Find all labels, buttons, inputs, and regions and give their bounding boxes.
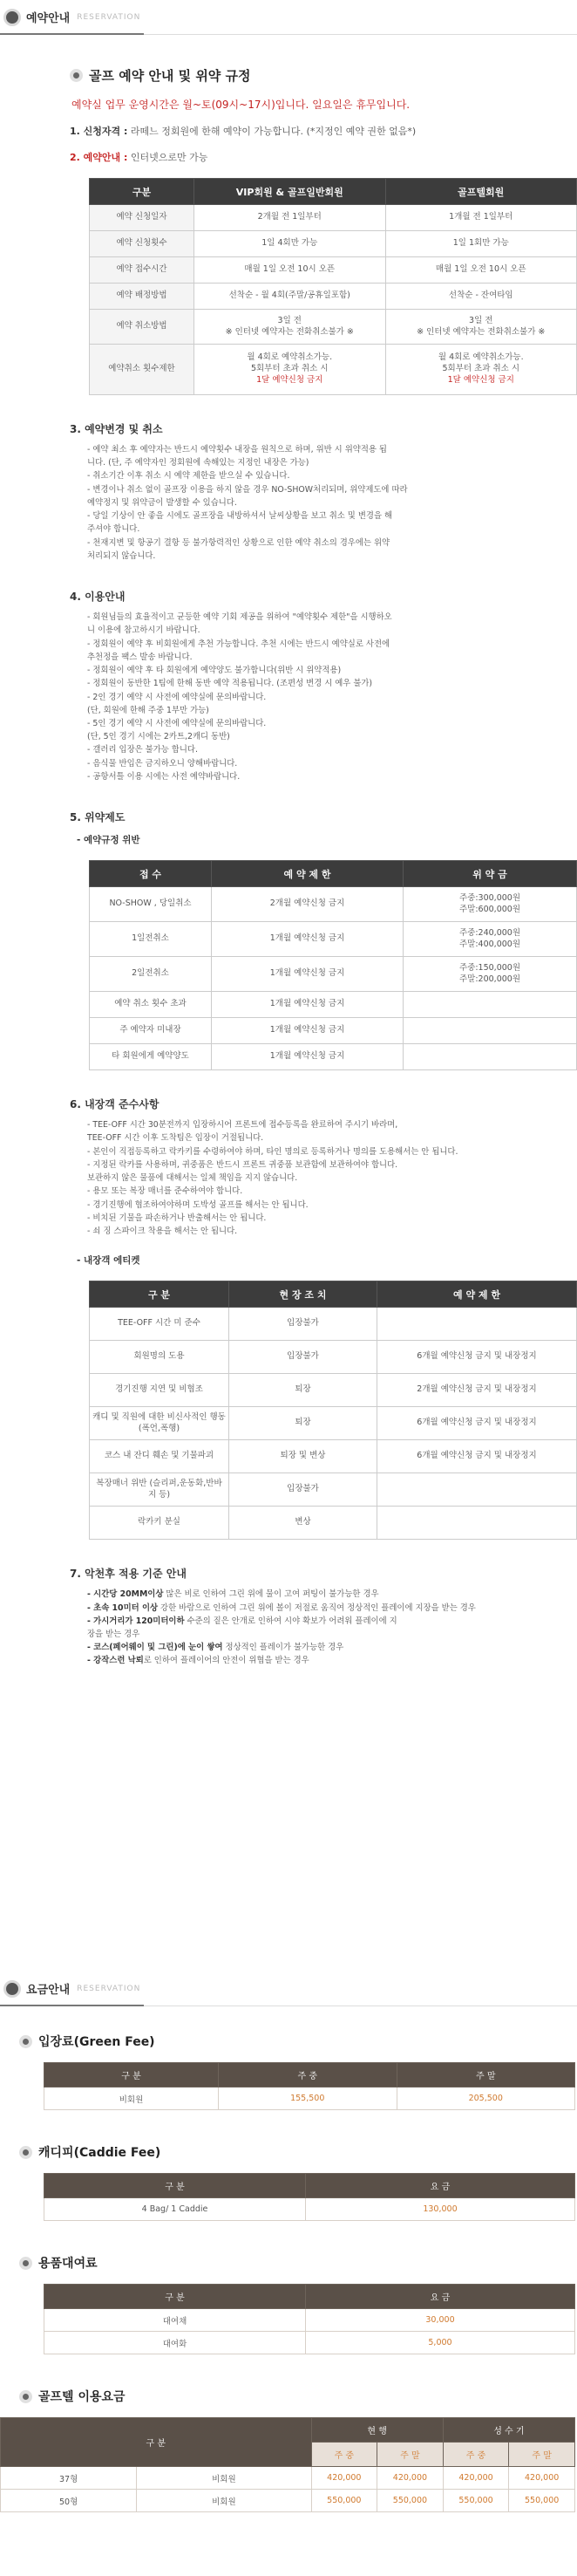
list-item: - 지정된 락카를 사용하며, 귀중품은 반드시 프론트 귀중품 보관함에 보관하여야 합니다. bbox=[87, 1159, 398, 1170]
list-item: - 비치된 기물을 파손하거나 반출해서는 안 됩니다. bbox=[87, 1213, 267, 1223]
list-item: - 정회원이 예약 후 타 회원에게 예약양도 불가합니다(위반 시 위약적용) bbox=[87, 666, 342, 676]
rental-fee-table: 구 분 요 금 대여채 30,000 대여화 5,000 bbox=[44, 2284, 575, 2354]
section-bullet-icon bbox=[3, 1980, 21, 1998]
list-item: - 회원님들의 효율적이고 균등한 예약 기회 제공을 위하여 "예약횟수 제한"을 시행하오 bbox=[87, 612, 392, 623]
table-row: 복장매너 위반 (슬리퍼,운동화,반바지 등) 입장불가 bbox=[90, 1473, 577, 1507]
table-row: 2일전취소 1개월 예약신청 금지 주중:150,000원 주말:200,000원 bbox=[90, 957, 577, 992]
table-row: 예약 취소방법 3일 전 ※ 인터넷 예약자는 전화취소불가 ※ 3일 전 ※ 인터넷 예약자는 전화취소불가 ※ bbox=[90, 310, 577, 345]
list-item: 주셔야 합니다. bbox=[87, 524, 140, 535]
list-item: - 코스(페어웨이 및 그린)에 눈이 쌓여 정상적인 플레이가 불가능한 경우 bbox=[87, 1643, 344, 1653]
page-title: 골프 예약 안내 및 위약 규정 bbox=[89, 68, 251, 84]
heading-bullet-icon bbox=[19, 2146, 32, 2159]
section-subtitle: RESERVATION bbox=[77, 12, 141, 22]
green-fee-table: 구 분 주 중 주 말 비회원 155,500 205,500 bbox=[44, 2062, 575, 2110]
office-hours-notice: 예약실 업무 운영시간은 월~토(09시~17시)입니다. 일요일은 휴무입니다. bbox=[71, 99, 411, 111]
etiquette-table bbox=[89, 1281, 577, 1540]
list-item: - 공항서틀 이용 시에는 사전 예약바랍니다. bbox=[87, 771, 241, 782]
table-row: 예약 신청횟수 1일 4회만 가능 1일 1회만 가능 bbox=[90, 231, 577, 257]
section-3-list bbox=[87, 443, 551, 563]
list-item: - 당일 기상이 안 좋을 시에도 골프장을 내방하셔서 날씨상황을 보고 취소 및 변경을 해 bbox=[87, 511, 393, 522]
section-subtitle: RESERVATION bbox=[77, 1984, 141, 1993]
list-item: 니 이용에 참고하시기 바랍니다. bbox=[87, 625, 200, 636]
reservation-content bbox=[0, 66, 577, 1668]
list-item: - 갤러리 입장은 불가능 합니다. bbox=[87, 745, 198, 755]
table-row: 예약 신청일자 2개월 전 1일부터 1개월 전 1일부터 bbox=[90, 205, 577, 231]
heading-bullet-icon bbox=[70, 69, 83, 82]
table-header: 위 약 금 bbox=[404, 861, 577, 887]
list-item: - 용모 또는 복장 매너를 준수하여야 합니다. bbox=[87, 1186, 243, 1197]
table-header: 현 장 조 치 bbox=[229, 1281, 377, 1308]
table-row: 대여채 30,000 bbox=[44, 2309, 575, 2332]
heading-bullet-icon bbox=[19, 2035, 32, 2048]
reservation-info: 2. 예약안내 : 인터넷으로만 가능 bbox=[70, 152, 208, 163]
list-item: - 정회원이 동반한 1팀에 한해 동반 예약 적용됩니다. (조편성 변경 시 예우 불가) bbox=[87, 679, 373, 689]
list-item: - 음식물 반입은 금지하오니 양해바랍니다. bbox=[87, 758, 238, 769]
caddie-fee-heading: 캐디피(Caddie Fee) bbox=[0, 2143, 577, 2161]
list-item: - 강작스런 낙뢰로 인하여 플레이어의 안전이 위협을 받는 경우 bbox=[87, 1656, 309, 1666]
list-item: 니다. (단, 주 예약자인 정회원에 속해있는 지정인 내장은 가능) bbox=[87, 458, 309, 468]
table-header: VIP회원 & 골프일반회원 bbox=[194, 179, 386, 205]
section-7-list bbox=[87, 1588, 551, 1667]
section-7-title: 7. 악천후 적용 기준 안내 bbox=[70, 1568, 187, 1581]
list-item: - TEE-OFF 시간 30분전까지 입장하시어 프론트에 접수등록을 완료하여 주시기 바라며, bbox=[87, 1120, 398, 1131]
list-item: - 취소기간 이후 취소 시 예약 제한을 받으실 수 있습니다. bbox=[87, 471, 290, 482]
list-item: - 가시거리가 120미터이하 수준의 짙은 안개로 인하여 시야 확보가 어려워 플레이에 지 bbox=[87, 1616, 397, 1626]
table-row: TEE-OFF 시간 미 준수 입장불가 bbox=[90, 1308, 577, 1341]
golftel-fee-table: 구 분 현 행 성 수 기 주 중 주 말 주 중 주 말 37형 비회원 420,000 420,000 420,000 420,000 50형 비회원 550,000 550,000 550,000 550,000 bbox=[0, 2417, 575, 2512]
list-item: - 시간당 20MM이상 많은 비로 인하여 그린 위에 물이 고여 퍼팅이 불가능한 경우 bbox=[87, 1589, 379, 1600]
rules-heading bbox=[70, 66, 551, 85]
section-3-title: 3. 예약변경 및 취소 bbox=[70, 423, 163, 435]
list-item: (단, 5인 경기 시에는 2카트,2캐디 동반) bbox=[87, 732, 230, 742]
list-item: - 쇠 징 스파이크 착용을 해서는 안 됩니다. bbox=[87, 1227, 238, 1237]
table-row: 캐디 및 직원에 대한 비신사적인 행동(폭언,폭행) 퇴장 6개월 예약신청 금지 및 내장정지 bbox=[90, 1407, 577, 1440]
table-header: 구분 bbox=[90, 179, 194, 205]
table-row: 예약취소 횟수제한 월 4회로 예약취소가능. 5회부터 초과 취소 시 1달 예약신청 금지 월 4회로 예약취소가능. 5회부터 초과 취소 시 1달 예약신청 금지 bbox=[90, 345, 577, 395]
heading-bullet-icon bbox=[19, 2257, 32, 2270]
table-row: 코스 내 잔디 훼손 및 기물파괴 퇴장 및 변상 6개월 예약신청 금지 및 내장정지 bbox=[90, 1440, 577, 1473]
list-item: - 2인 경기 예약 시 사전에 예약실에 문의바랍니다. bbox=[87, 692, 267, 702]
table-header: 접 수 bbox=[90, 861, 212, 887]
list-item: 추천정을 팩스 발송 바랍니다. bbox=[87, 652, 193, 662]
table-row: 주 예약자 미내장 1개월 예약신청 금지 bbox=[90, 1018, 577, 1044]
list-item: 장을 받는 경우 bbox=[87, 1629, 140, 1639]
list-item: - 천재지변 및 항공기 결항 등 불가항력적인 상황으로 인한 예약 취소의 경우에는 위약 bbox=[87, 537, 390, 548]
table-header: 예 약 제 한 bbox=[212, 861, 404, 887]
list-item: 예약정지 및 위약금이 발생할 수 있습니다. bbox=[87, 497, 237, 508]
table-row: 대여화 5,000 bbox=[44, 2332, 575, 2354]
table-row: 예약 배정방법 선착순 - 월 4회(주말/공휴일포함) 선착순 - 잔여타임 bbox=[90, 284, 577, 310]
table-row: 경기진행 지연 및 비협조 퇴장 2개월 예약신청 금지 및 내장정지 bbox=[90, 1374, 577, 1407]
section-4-title: 4. 이용안내 bbox=[70, 591, 126, 604]
section-header-fees bbox=[0, 1971, 577, 2006]
list-item: 처리되지 않습니다. bbox=[87, 550, 156, 561]
section-6-title: 6. 내장객 준수사항 bbox=[70, 1098, 160, 1111]
eligibility: 1. 신청자격 : 라떼느 정회원에 한해 예약이 가능합니다. (*지정인 예약 권한 없음*) bbox=[70, 126, 417, 137]
table-row: 락카키 분실 변상 bbox=[90, 1507, 577, 1540]
heading-bullet-icon bbox=[19, 2390, 32, 2403]
table-row: 예약 접수시간 매월 1일 오전 10시 오픈 매월 1일 오전 10시 오픈 bbox=[90, 257, 577, 284]
section-5-title: 5. 위약제도 bbox=[70, 811, 126, 824]
list-item: - 5인 경기 예약 시 사전에 예약실에 문의바랍니다. bbox=[87, 718, 267, 728]
green-fee-heading: 입장료(Green Fee) bbox=[0, 2033, 577, 2050]
section-4-list bbox=[87, 611, 551, 783]
list-item: - 예약 최소 후 예약자는 반드시 예약횟수 내장을 원칙으로 하며, 위반 시 위약적용 됩 bbox=[87, 445, 387, 454]
table-row: 1일전취소 1개월 예약신청 금지 주중:240,000원 주말:400,000원 bbox=[90, 922, 577, 957]
list-item: - 변경이나 취소 없이 골프장 이용을 하지 않을 경우 NO-SHOW처리되며, 위약제도에 따라 bbox=[87, 484, 408, 495]
golftel-fee-heading: 골프텔 이용요금 bbox=[0, 2388, 577, 2405]
table-header: 구 분 bbox=[90, 1281, 229, 1308]
section-header-reservation bbox=[0, 0, 577, 35]
table-row: 37형 비회원 420,000 420,000 420,000 420,000 bbox=[1, 2467, 575, 2490]
section-bullet-icon bbox=[3, 9, 21, 26]
section-title: 예약안내 bbox=[26, 12, 71, 25]
table-header: 예 약 제 한 bbox=[377, 1281, 577, 1308]
table-row: 회원명의 도용 입장불가 6개월 예약신청 금지 및 내장정지 bbox=[90, 1341, 577, 1374]
section-6-list bbox=[87, 1118, 551, 1238]
reservation-table bbox=[89, 178, 577, 395]
table-row: NO-SHOW , 당일취소 2개월 예약신청 금지 주중:300,000원 주말:600,000원 bbox=[90, 887, 577, 922]
table-header: 골프텔회원 bbox=[385, 179, 577, 205]
list-item: TEE-OFF 시간 이후 도착팀은 입장이 거절됩니다. bbox=[87, 1133, 264, 1144]
list-item: 보관하지 않은 물품에 대해서는 일체 책임을 지지 않습니다. bbox=[87, 1173, 298, 1184]
section-6-sub: - 내장객 에티켓 bbox=[77, 1255, 140, 1267]
list-item: - 초속 10미터 이상 강한 바람으로 인하여 그린 위에 볼이 저절로 움직여 정상적인 플레이에 지장을 받는 경우 bbox=[87, 1602, 476, 1613]
fees-content bbox=[0, 2006, 577, 2512]
list-item: - 경기진행에 협조하여야하며 도박성 골프를 해서는 안 됩니다. bbox=[87, 1199, 309, 1210]
table-row: 4 Bag/ 1 Caddie 130,000 bbox=[44, 2198, 575, 2221]
table-row: 비회원 155,500 205,500 bbox=[44, 2087, 575, 2110]
list-item: (단, 회원에 한해 주중 1부만 가능) bbox=[87, 705, 209, 715]
rental-fee-heading: 용품대여료 bbox=[0, 2254, 577, 2272]
table-row: 타 회원에게 예약양도 1개월 예약신청 금지 bbox=[90, 1044, 577, 1070]
caddie-fee-table: 구 분 요 금 4 Bag/ 1 Caddie 130,000 bbox=[44, 2173, 575, 2221]
penalty-table bbox=[89, 860, 577, 1070]
section-title: 요금안내 bbox=[26, 1984, 71, 1997]
table-row: 50형 비회원 550,000 550,000 550,000 550,000 bbox=[1, 2490, 575, 2512]
table-row: 예약 취소 횟수 초과 1개월 예약신청 금지 bbox=[90, 992, 577, 1018]
list-item: - 본인이 직접등록하고 락카키를 수령하여야 하며, 타인 명의로 등록하거나 명의를 도용해서는 안 됩니다. bbox=[87, 1146, 458, 1157]
section-5-sub: - 예약규정 위반 bbox=[77, 835, 140, 846]
list-item: - 정회원이 예약 후 비회원에게 추천 가능합니다. 추천 시에는 반드시 예약실로 사전에 bbox=[87, 639, 390, 649]
